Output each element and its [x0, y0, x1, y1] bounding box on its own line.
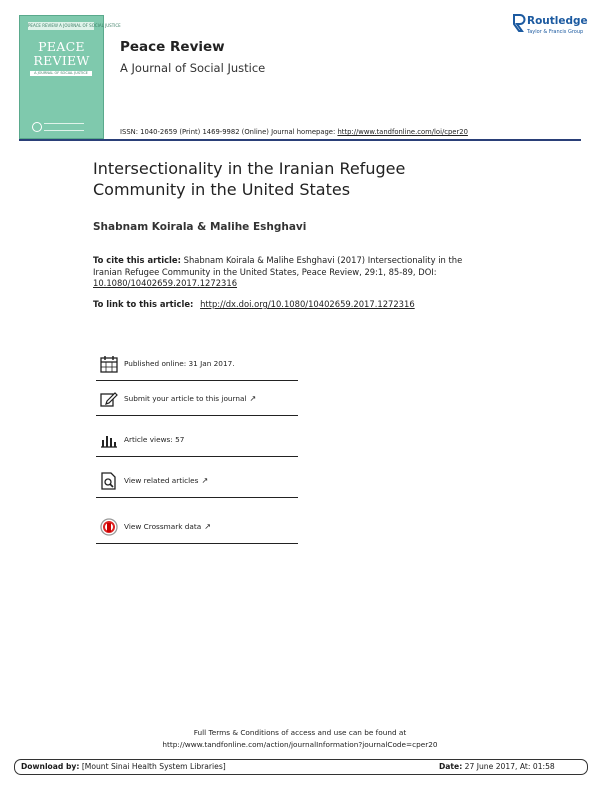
download-date: [439, 762, 555, 771]
issn-line: [120, 128, 468, 136]
published-online-item: [96, 346, 298, 381]
citation-block: [93, 255, 463, 290]
article-views-label: Article views: 57: [124, 435, 185, 444]
routledge-r-icon: [512, 14, 526, 32]
crossmark-icon: [100, 518, 118, 536]
article-title: Intersectionality in the Iranian Refugee Community in the United States: [93, 159, 406, 199]
download-info-bar: [14, 759, 588, 775]
citation-label: To cite this article:: [93, 255, 181, 265]
article-doi-link[interactable]: http://dx.doi.org/10.1080/10402659.2017.1272316: [200, 299, 415, 309]
cover-strip: PEACE REVIEW A JOURNAL OF SOCIAL JUSTICE: [28, 23, 121, 28]
cover-title-line2: REVIEW: [33, 53, 90, 68]
edit-icon: [100, 390, 118, 408]
related-articles-link[interactable]: [124, 476, 208, 485]
submit-article-label: Submit your article to this journal: [124, 394, 247, 403]
crossmark-label: View Crossmark data: [124, 522, 202, 531]
citation-text: Shabnam Koirala & Malihe Eshghavi (2017) Intersectionality in the Iranian Refugee Community in the United States, Peace Review, 29:1, 85-89, DOI:: [93, 255, 463, 277]
cover-subtitle: A JOURNAL OF SOCIAL JUSTICE: [30, 71, 92, 76]
related-articles-label: View related articles: [124, 476, 199, 485]
external-link-icon: ↗: [249, 394, 257, 403]
terms-url[interactable]: http://www.tandfonline.com/action/journalInformation?journalCode=cper20: [162, 740, 438, 749]
related-articles-item[interactable]: [96, 463, 298, 498]
submit-article-item[interactable]: [96, 381, 298, 416]
journal-subtitle: A Journal of Social Justice: [120, 61, 266, 75]
calendar-icon: [100, 355, 118, 373]
cover-title-line1: PEACE: [38, 39, 85, 54]
bar-chart-icon: [100, 431, 118, 449]
header-divider: [19, 139, 581, 141]
journal-title: Peace Review: [120, 39, 225, 55]
cover-title: [20, 40, 103, 68]
publisher-tagline: Taylor & Francis Group: [527, 29, 584, 35]
download-date-value: 27 June 2017, At: 01:58: [464, 762, 555, 771]
crossmark-item[interactable]: [96, 509, 298, 544]
submit-article-link[interactable]: [124, 394, 256, 403]
article-link-row: [93, 299, 415, 309]
download-by: [21, 762, 226, 771]
article-authors: Shabnam Koirala & Malihe Eshghavi: [93, 221, 307, 233]
link-label: To link to this article:: [93, 299, 194, 309]
published-online-label: Published online: 31 Jan 2017.: [124, 359, 235, 368]
download-by-value: [Mount Sinai Health System Libraries]: [81, 762, 226, 771]
journal-cover: [19, 15, 121, 139]
cover-publisher-mark: [44, 123, 84, 131]
journal-homepage-link[interactable]: http://www.tandfonline.com/loi/cper20: [337, 128, 468, 136]
download-date-label: Date:: [439, 762, 463, 771]
external-link-icon: ↗: [204, 522, 211, 531]
publisher-name: Routledge: [527, 15, 588, 27]
search-document-icon: [100, 472, 118, 490]
citation-doi-link[interactable]: 10.1080/10402659.2017.1272316: [93, 278, 238, 288]
issn-text: ISSN: 1040-2659 (Print) 1469-9982 (Online) Journal homepage:: [120, 128, 336, 136]
external-link-icon: ↗: [201, 476, 209, 485]
download-by-label: Download by:: [21, 762, 80, 771]
terms-line: Full Terms & Conditions of access and use can be found at: [193, 728, 407, 737]
article-views-item: [96, 422, 298, 457]
crossmark-link[interactable]: [124, 522, 211, 531]
cover-publisher-logo: [32, 122, 42, 132]
